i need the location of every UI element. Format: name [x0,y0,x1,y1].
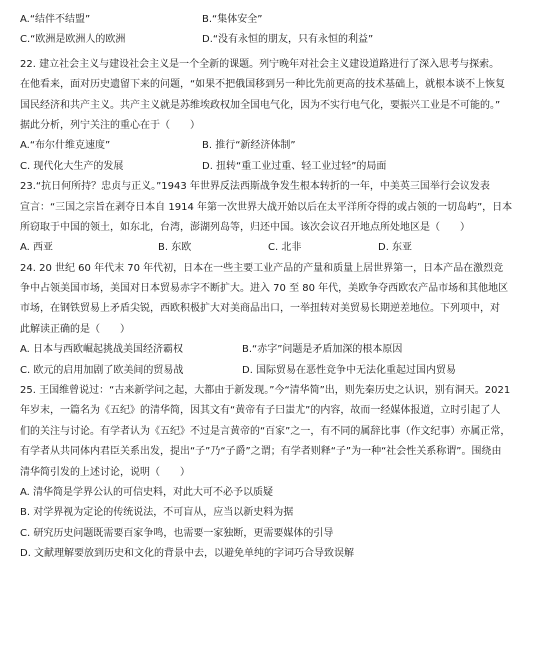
q23-option-a: A. 西亚 [20,242,54,254]
q25-stem-line: 25. 王国维曾说过：“古来新学问之起，大都由于新发现。”今“清华简”出，则先秦历史之认识，别有洞天。2021 [20,385,511,397]
q23-option-d: D. 东亚 [378,242,413,254]
q25-option-a: A. 清华简是学界公认的可信史料，对此大可不必予以质疑 [20,486,274,498]
q24-option-a: A. 日本与西欧崛起挑战美国经济霸权 [20,344,184,356]
q25-option-c: C. 研究历史问题既需要百家争鸣，也需要一家独断，更需要媒体的引导 [20,527,334,539]
q22-options-row-1 [20,136,542,156]
q23-options-row [20,238,542,258]
q21-option-d: D.“没有永恒的朋友，只有永恒的利益” [202,34,374,46]
q24-option-c: C. 欧元的启用加剧了欧美间的贸易战 [20,364,184,376]
question-23 [20,177,542,259]
q22-option-b: B. 推行“新经济体制” [202,140,296,152]
q24-stem-line: 市场，在钢铁贸易上矛盾尖锐，西欧积极扩大对美商品出口，一举扭转对美贸易长期逆差地位。下列项中，对 [20,303,500,315]
q25-stem-line: 年岁末，一篇名为《五纪》的清华简，因其文有“黄帝有子曰蚩尤”的内容，故而一经媒体报道，立时引起了人 [20,405,501,417]
q21-option-b: B.“集体安全” [202,14,263,25]
q22-options-row-2 [20,157,542,177]
question-25 [20,381,542,565]
q25-stem-line: 清华简引发的上述讨论，说明（ ） [20,466,190,478]
q25-option-d: D. 文献理解要放到历史和文化的背景中去，以避免单纯的字词巧合导致误解 [20,548,355,560]
q22-option-a: A.“布尔什维克速度” [20,140,111,152]
q25-stem-line: 有学者从共同体内君臣关系出发，提出“子”乃“子爵”之谓；有学者则释“子”为一种“社会性关系称谓”。围绕由 [20,446,502,458]
q24-stem-line: 争中占领美国市场，美国对日本贸易赤字不断扩大。进入 70 至 80 年代，美欧争夺西欧农产品市场和其他地区 [20,283,509,295]
q23-stem-line: 23.“抗日何所持？忠贞与正义。”1943 年世界反法西斯战争发生根本转折的一年，中美英三国举行会议发表 [20,181,490,193]
question-24 [20,259,542,381]
q25-option-b: B. 对学界视为定论的传统说法，不可盲从，应当以新史料为据 [20,507,294,519]
q24-stem-line: 24. 20 世纪 60 年代末 70 年代初，日本在一些主要工业产品的产量和质量上居世界第一，日本产品在激烈竞 [20,262,504,274]
q22-option-c: C. 现代化大生产的发展 [20,160,124,172]
q23-stem-line: 所窃取于中国的领土，如东北，台湾，澎湖列岛等，归还中国。该次会议召开地点所处地区是（ ） [20,221,470,233]
q22-stem-line: 22. 建立社会主义与建设社会主义是一个全新的课题。列宁晚年对社会主义建设道路进行了深入思考与探索。 [20,58,500,70]
q22-stem-line: 据此分析，列宁关注的重心在于（ ） [20,119,200,131]
q22-option-d: D. 扭转“重工业过重、轻工业过轻”的局面 [202,160,387,172]
q23-option-b: B. 东欧 [158,242,192,254]
q23-option-c: C. 北非 [268,242,302,254]
q25-stem-line: 们的关注与讨论。有学者认为《五纪》不过是言黄帝的“百家”之一，有不同的属辞比事（作文纪事）亦属正常， [20,425,511,437]
q21-option-a: A.“结伴不结盟” [20,14,91,25]
q21-options-row-1 [20,10,542,30]
q24-option-b: B.“赤字”问题是矛盾加深的根本原因 [242,344,403,356]
q22-stem-line: 国民经济和共产主义。共产主义就是苏维埃政权加全国电气化，因为不实行电气化，要振兴工业是不可能的。” [20,99,501,111]
question-22 [20,55,542,177]
q21-options-row-2 [20,30,542,50]
q21-option-c: C.“欧洲是欧洲人的欧洲 [20,34,126,46]
q24-option-d: D. 国际贸易在恶性竞争中无法化重起过国内贸易 [242,364,457,376]
q24-stem-line: 此解读正确的是（ ） [20,323,130,335]
q23-stem-line: 宣言：“三国之宗旨在剥夺日本自 1914 年第一次世界大战开始以后在太平洋所夺得的或占领的一切岛屿”，日本 [20,201,513,213]
q24-options-row-1 [20,340,542,360]
q24-options-row-2 [20,361,542,381]
q22-stem-line: 在他看来，面对历史遗留下来的问题，“如果不把俄国移到另一种比先前更高的技术基础上，就根本谈不上恢复 [20,79,506,91]
